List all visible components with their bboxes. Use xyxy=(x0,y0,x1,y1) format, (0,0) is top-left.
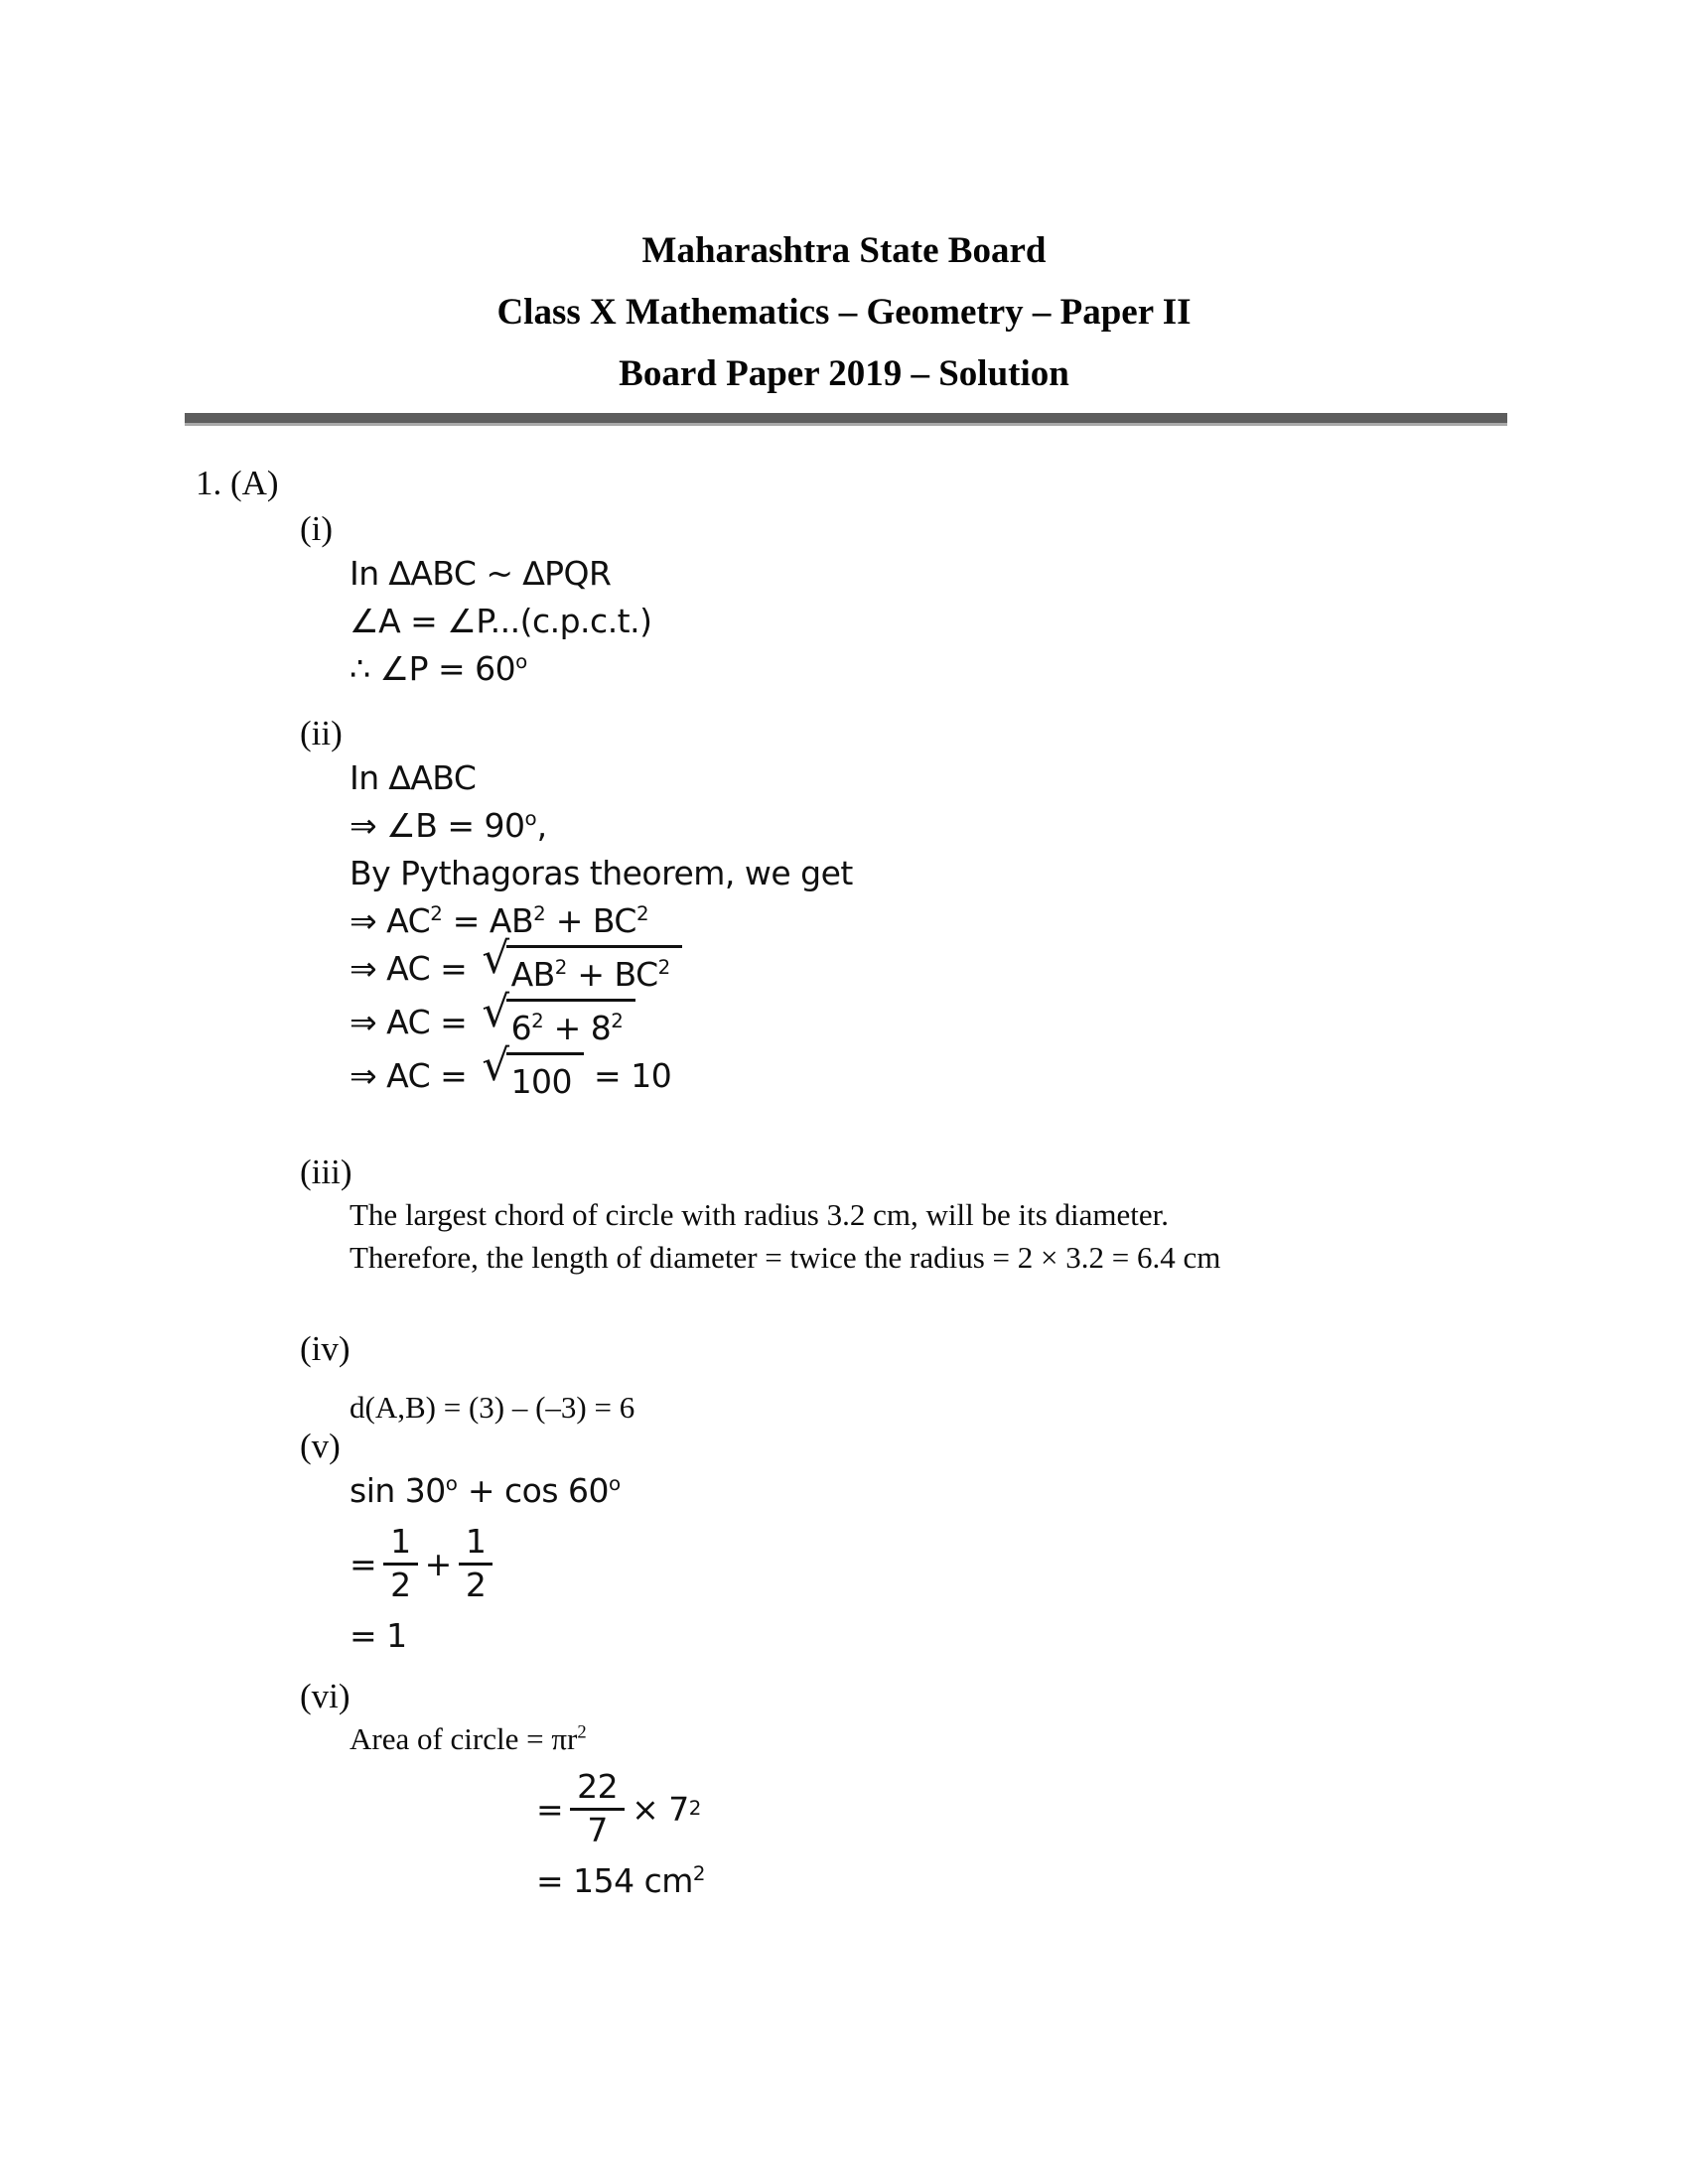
solution-line xyxy=(536,1857,1688,1905)
text-run: ∠A = ∠P...(c.p.c.t.) xyxy=(350,602,652,640)
superscript: o xyxy=(524,807,537,830)
solution-line xyxy=(350,850,1688,897)
text-run: ⇒ AC xyxy=(350,901,431,940)
text-run: AB xyxy=(510,955,555,994)
solution-line: = $\frac{22}{7}$ × 7 2 xyxy=(536,1767,702,1849)
solution-section xyxy=(0,713,1688,1106)
section-label: (iii) xyxy=(300,1153,352,1191)
text-run: ⇒ AC = xyxy=(350,1056,478,1095)
solution-line xyxy=(350,1236,1688,1279)
text-run: Therefore, the length of diameter = twice the radius = 2 × 3.2 = 6.4 cm xyxy=(350,1240,1221,1275)
text-run: The largest chord of circle with radius 3.2 cm, will be its diameter. xyxy=(350,1197,1169,1232)
text-run: + xyxy=(424,1544,452,1583)
solution-section xyxy=(0,1328,1688,1429)
text-run: In ∆ABC ~ ∆PQR xyxy=(350,554,612,593)
superscript: o xyxy=(515,650,528,673)
question-number: 1. (A) xyxy=(196,464,279,502)
title-line-3: Board Paper 2019 – Solution xyxy=(619,353,1069,394)
text-run: ∴ ∠P = 60 xyxy=(350,649,516,688)
solution-line xyxy=(350,1041,1688,1106)
superscript: 2 xyxy=(533,902,546,925)
fraction-numerator: 22 xyxy=(570,1770,625,1811)
radical-sign: √ xyxy=(482,988,509,1037)
solution-line xyxy=(350,598,1688,645)
text-run: + BC xyxy=(567,955,658,994)
superscript: 2 xyxy=(577,1721,587,1743)
square-root xyxy=(482,934,682,999)
radicand xyxy=(506,945,683,999)
text-run: × 7 xyxy=(632,1789,689,1829)
fraction xyxy=(570,1767,625,1849)
superscript: 2 xyxy=(635,902,649,925)
solution-line xyxy=(350,1193,1688,1236)
solution-section xyxy=(0,1426,1688,1660)
superscript: 2 xyxy=(430,902,443,925)
divider-rule xyxy=(185,413,1507,426)
text-run: ⇒ AC = xyxy=(350,1003,478,1041)
text-run: ⇒ AC = xyxy=(350,949,478,988)
text-run: In ∆ABC xyxy=(350,758,477,797)
solution-section xyxy=(0,1676,1688,1905)
text-run: + 8 xyxy=(543,1009,612,1047)
section-label: (ii) xyxy=(300,714,343,752)
title-line-1: Maharashtra State Board xyxy=(641,230,1047,271)
text-run: = AB xyxy=(442,901,534,940)
radical-sign: √ xyxy=(482,1041,509,1091)
solution-line xyxy=(350,897,1688,945)
solution-line xyxy=(350,802,1688,850)
text-run: By Pythagoras theorem, we get xyxy=(350,854,853,892)
text-run: 6 xyxy=(510,1009,532,1047)
section-label: (iv) xyxy=(300,1329,351,1368)
fraction-numerator: 1 xyxy=(459,1525,493,1566)
section-label: (i) xyxy=(300,509,334,548)
solution-line xyxy=(350,934,1688,999)
fraction-denominator: 2 xyxy=(465,1565,487,1604)
solution-line xyxy=(350,550,1688,598)
text-run: + BC xyxy=(545,901,636,940)
radical-sign: √ xyxy=(482,934,509,984)
text-run: Area of circle = πr xyxy=(350,1721,578,1756)
square-root xyxy=(482,1041,584,1106)
text-run: = 1 xyxy=(350,1616,407,1656)
fraction-numerator: 1 xyxy=(383,1525,418,1566)
solution-line xyxy=(350,1612,1688,1660)
title-line-2: Class X Mathematics – Geometry – Paper II xyxy=(496,292,1192,333)
document-header xyxy=(0,220,1688,405)
superscript: 2 xyxy=(554,956,568,979)
superscript: 2 xyxy=(692,1862,706,1886)
text-run: = 154 cm xyxy=(536,1861,693,1901)
solution-section xyxy=(0,508,1688,693)
section-label: (v) xyxy=(300,1427,341,1465)
radicand xyxy=(506,999,635,1052)
solution-section xyxy=(0,1152,1688,1279)
text-run: d(A,B) = (3) – (–3) = 6 xyxy=(350,1390,635,1425)
text-run: = xyxy=(350,1544,377,1583)
fraction-denominator: 7 xyxy=(587,1810,608,1849)
solution-line xyxy=(350,754,1688,802)
text-run: 100 xyxy=(510,1062,573,1101)
fraction-denominator: 2 xyxy=(390,1565,411,1604)
solution-line xyxy=(350,988,1688,1052)
text-run: + cos 60 xyxy=(457,1471,610,1510)
solution-line xyxy=(350,645,1688,693)
superscript: 2 xyxy=(657,956,671,979)
solution-line xyxy=(350,1467,1688,1515)
fraction xyxy=(383,1522,418,1604)
radicand xyxy=(506,1052,585,1106)
text-run: sin 30 xyxy=(350,1471,446,1510)
superscript: 2 xyxy=(531,1010,544,1032)
text-run: = 10 xyxy=(584,1056,672,1095)
text-run: , xyxy=(536,806,547,845)
fraction xyxy=(459,1522,493,1604)
solution-line xyxy=(350,1515,1688,1612)
superscript: o xyxy=(609,1472,622,1495)
text-run: = xyxy=(536,1789,564,1829)
section-label: (vi) xyxy=(300,1677,351,1715)
solution-line xyxy=(350,1717,1688,1760)
superscript: o xyxy=(445,1472,458,1495)
solution-line xyxy=(350,1386,1688,1429)
text-run: ⇒ ∠B = 90 xyxy=(350,806,525,845)
superscript: 2 xyxy=(611,1010,624,1032)
